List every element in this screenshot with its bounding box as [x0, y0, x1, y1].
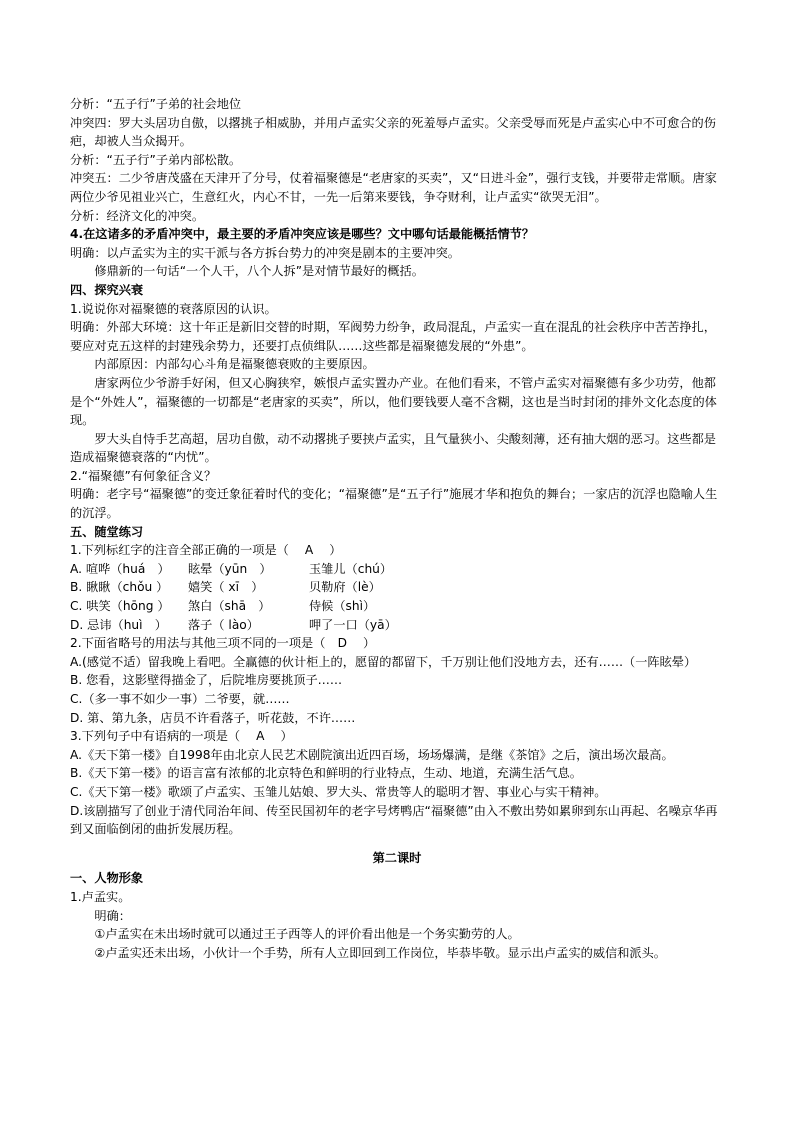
exercise-1-option-c: C. 哄笑（hōng ） 煞白（shā ） 侍候（shì） [70, 599, 376, 614]
analysis-line-2: 分析：“五子行”子弟内部松散。 [70, 152, 242, 167]
lesson-2-ming: 明确： [94, 908, 131, 923]
exercise-1-option-a: A. 喧哗（huá ） 眩晕（yūn ） 玉雏儿（chú） [70, 561, 393, 576]
conflict-4: 冲突四：罗大头居功自傲，以撂挑子相威胁，并用卢孟实父亲的死羞辱卢孟实。父亲受辱而死是卢孟实心中不可愈合的伤疤，却被人当众揭开。 [70, 115, 716, 149]
analysis-line-1: 分析：“五子行”子弟的社会地位 [70, 97, 242, 111]
exercise-1-option-d: D. 忌讳（huì ） 落子（ lào） 呷了一口（yā） [70, 617, 397, 632]
exercise-3-option-b: B.《天下第一楼》的语言富有浓郁的北京特色和鲜明的行业特点，生动、地道，充满生活气息。 [70, 766, 582, 781]
exercise-2-question: 2.下面省略号的用法与其他三项不同的一项是（ D ） [70, 636, 376, 651]
external-causes: 明确：外部大环境：这十年正是新旧交替的时期，军阀势力纷争，政局混乱，卢孟实一直在混乱的社会秩序中苦苦挣扎，要应对克五这样的封建残余势力，还要打点侦缉队……这些都是福聚德发展的“外患”。 [70, 320, 716, 353]
exercise-2-option-a: A.(感觉不适）留我晚上看吧。全赢德的伙计柜上的，愿留的都留下，千万别让他们没地方去，还有……（一阵眩晕） [70, 654, 697, 669]
exercise-2-option-c: C.（多一事不如少一事）二爷要，就…… [70, 692, 290, 706]
lesson-2-point-1: ①卢孟实在未出场时就可以通过王子西等人的评价看出他是一个务实勤劳的人。 [94, 927, 520, 942]
answer-4: 明确：以卢孟实为主的实干派与各方拆台势力的冲突是剧本的主要冲突。 [70, 245, 460, 260]
conflict-5: 冲突五：二少爷唐茂盛在天津开了分号，仗着福聚德是“老唐家的买卖”，又“日进斗金”，强行支钱，并要带走常顺。唐家两位少爷见祖业兴亡，生意红火，内心不甘，一先一后第来要钱，争夺财利，让卢孟实“欲哭无泪”。 [70, 171, 717, 204]
answer-4-summary: 修鼎新的一句话“一个人干，八个人拆”是对情节最好的概括。 [94, 264, 424, 279]
tang-brothers-paragraph: 唐家两位少爷游手好闲，但又心胸狭窄，嫉恨卢孟实置办产业。在他们看来，不管卢孟实对福聚德有多少功劳，他都是个“外姓人”，福聚德的一切都是“老唐家的买卖”，所以，他们要钱要人毫不含糊，这也是当时封闭的排外文化态度的体现。 [70, 375, 717, 428]
lesson-2-heading: 一、人物形象 [70, 871, 144, 886]
luo-datou-paragraph: 罗大头自恃手艺高超，居功自傲，动不动撂挑子要挟卢孟实，且气量狭小、尖酸刻薄，还有抽大烟的恶习。这些都是造成福聚德衰落的“内忧”。 [70, 431, 716, 465]
exercise-3-option-a: A.《天下第一楼》自1998年由北京人民艺术剧院演出近四百场，场场爆满，是继《茶馆》之后，演出场次最高。 [70, 747, 674, 762]
section-4-heading: 四、探究兴衰 [70, 282, 144, 297]
exercise-2-option-d: D. 第、第九条，店员不许看落子，听花鼓，不许…… [70, 710, 356, 725]
exercise-1-question: 1.下列标红字的注音全部正确的一项是（ A ） [70, 543, 342, 558]
exercise-2-option-b: B. 您看，这影壁得描金了，后院堆房要挑顶子…… [70, 673, 343, 688]
question-4: 4.在这诸多的矛盾冲突中，最主要的矛盾冲突应该是哪些？文中哪句话最能概括情节？ [70, 227, 535, 242]
section-4-answer-2: 明确：老字号“福聚德”的变迁象征着时代的变化；“福聚德”是“五子行”施展才华和抱负的舞台；一家店的沉浮也隐喻人生的沉浮。 [70, 487, 718, 521]
section-4-question-1: 1.说说你对福聚德的衰落原因的认识。 [70, 301, 277, 316]
analysis-line-3: 分析：经济文化的冲突。 [70, 208, 205, 223]
lesson-2-title: 第二课时 [372, 850, 422, 865]
exercise-3-question: 3.下列句子中有语病的一项是（ A ） [70, 729, 293, 744]
exercise-1-option-b: B. 瞅瞅（chǒu ） 嬉笑（ xī ） 贝勒府（lè） [70, 580, 381, 595]
exercise-3-option-c: C.《天下第一楼》歌颂了卢孟实、玉雏儿姑娘、罗大头、常贵等人的聪明才智、事业心与实干精神。 [70, 784, 607, 799]
internal-causes: 内部原因：内部勾心斗角是福聚德衰败的主要原因。 [94, 357, 375, 372]
lesson-2-subheading: 1.卢孟实。 [70, 889, 131, 904]
exercise-3-option-d: D.该剧描写了创业于清代同治年间、传至民国初年的老字号烤鸭店“福聚德”由入不敷出势如累卵到东山再起、名噪京华再到又面临倒闭的曲折发展历程。 [70, 803, 718, 837]
section-5-heading: 五、随堂练习 [70, 524, 144, 539]
lesson-2-point-2: ②卢孟实还未出场，小伙计一个手势，所有人立即回到工作岗位，毕恭毕敬。显示出卢孟实的威信和派头。 [94, 945, 666, 960]
section-4-question-2: 2.“福聚德”有何象征含义？ [70, 468, 217, 483]
